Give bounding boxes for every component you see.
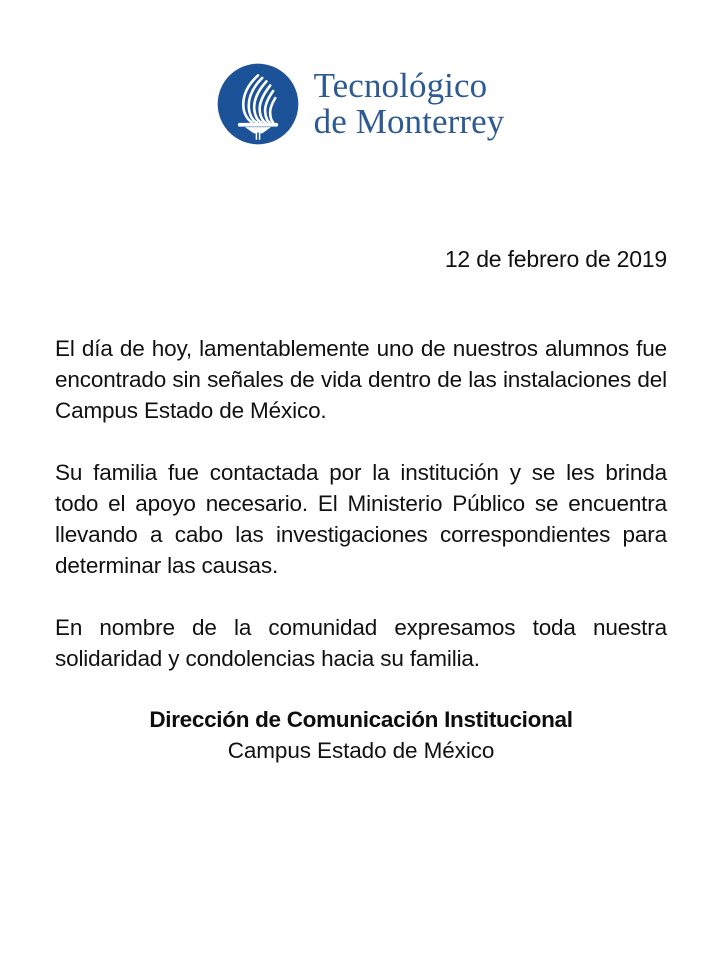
- logo-wordmark: [313, 65, 505, 141]
- tecnologico-de-monterrey-torch-logo-icon: [216, 62, 300, 146]
- letter-paragraph: El día de hoy, lamentablemente uno de nuestros alumnos fue encontrado sin señales de vida dentro de las instalaciones del Campus Estado de México.: [55, 336, 667, 423]
- signature-department: Dirección de Comunicación Institucional: [149, 707, 573, 732]
- letter-paragraph: Su familia fue contactada por la institución y se les brinda todo el apoyo necesario. El Ministerio Público se encuentra llevando a cabo las investigaciones correspondientes para determinar las causas.: [55, 460, 667, 578]
- letter-paragraphs: [55, 333, 667, 674]
- signature-campus: Campus Estado de México: [227, 738, 495, 763]
- logo-wordmark-line-1: Tecnológico: [313, 65, 488, 105]
- logo-wordmark-line-2: de Monterrey: [313, 102, 505, 141]
- letterhead-logo: [0, 62, 720, 146]
- letter-signature: [55, 705, 667, 767]
- letter-date: 12 de febrero de 2019: [444, 246, 667, 272]
- letter-paragraph: En nombre de la comunidad expresamos toda nuestra solidaridad y condolencias hacia su familia.: [55, 615, 667, 671]
